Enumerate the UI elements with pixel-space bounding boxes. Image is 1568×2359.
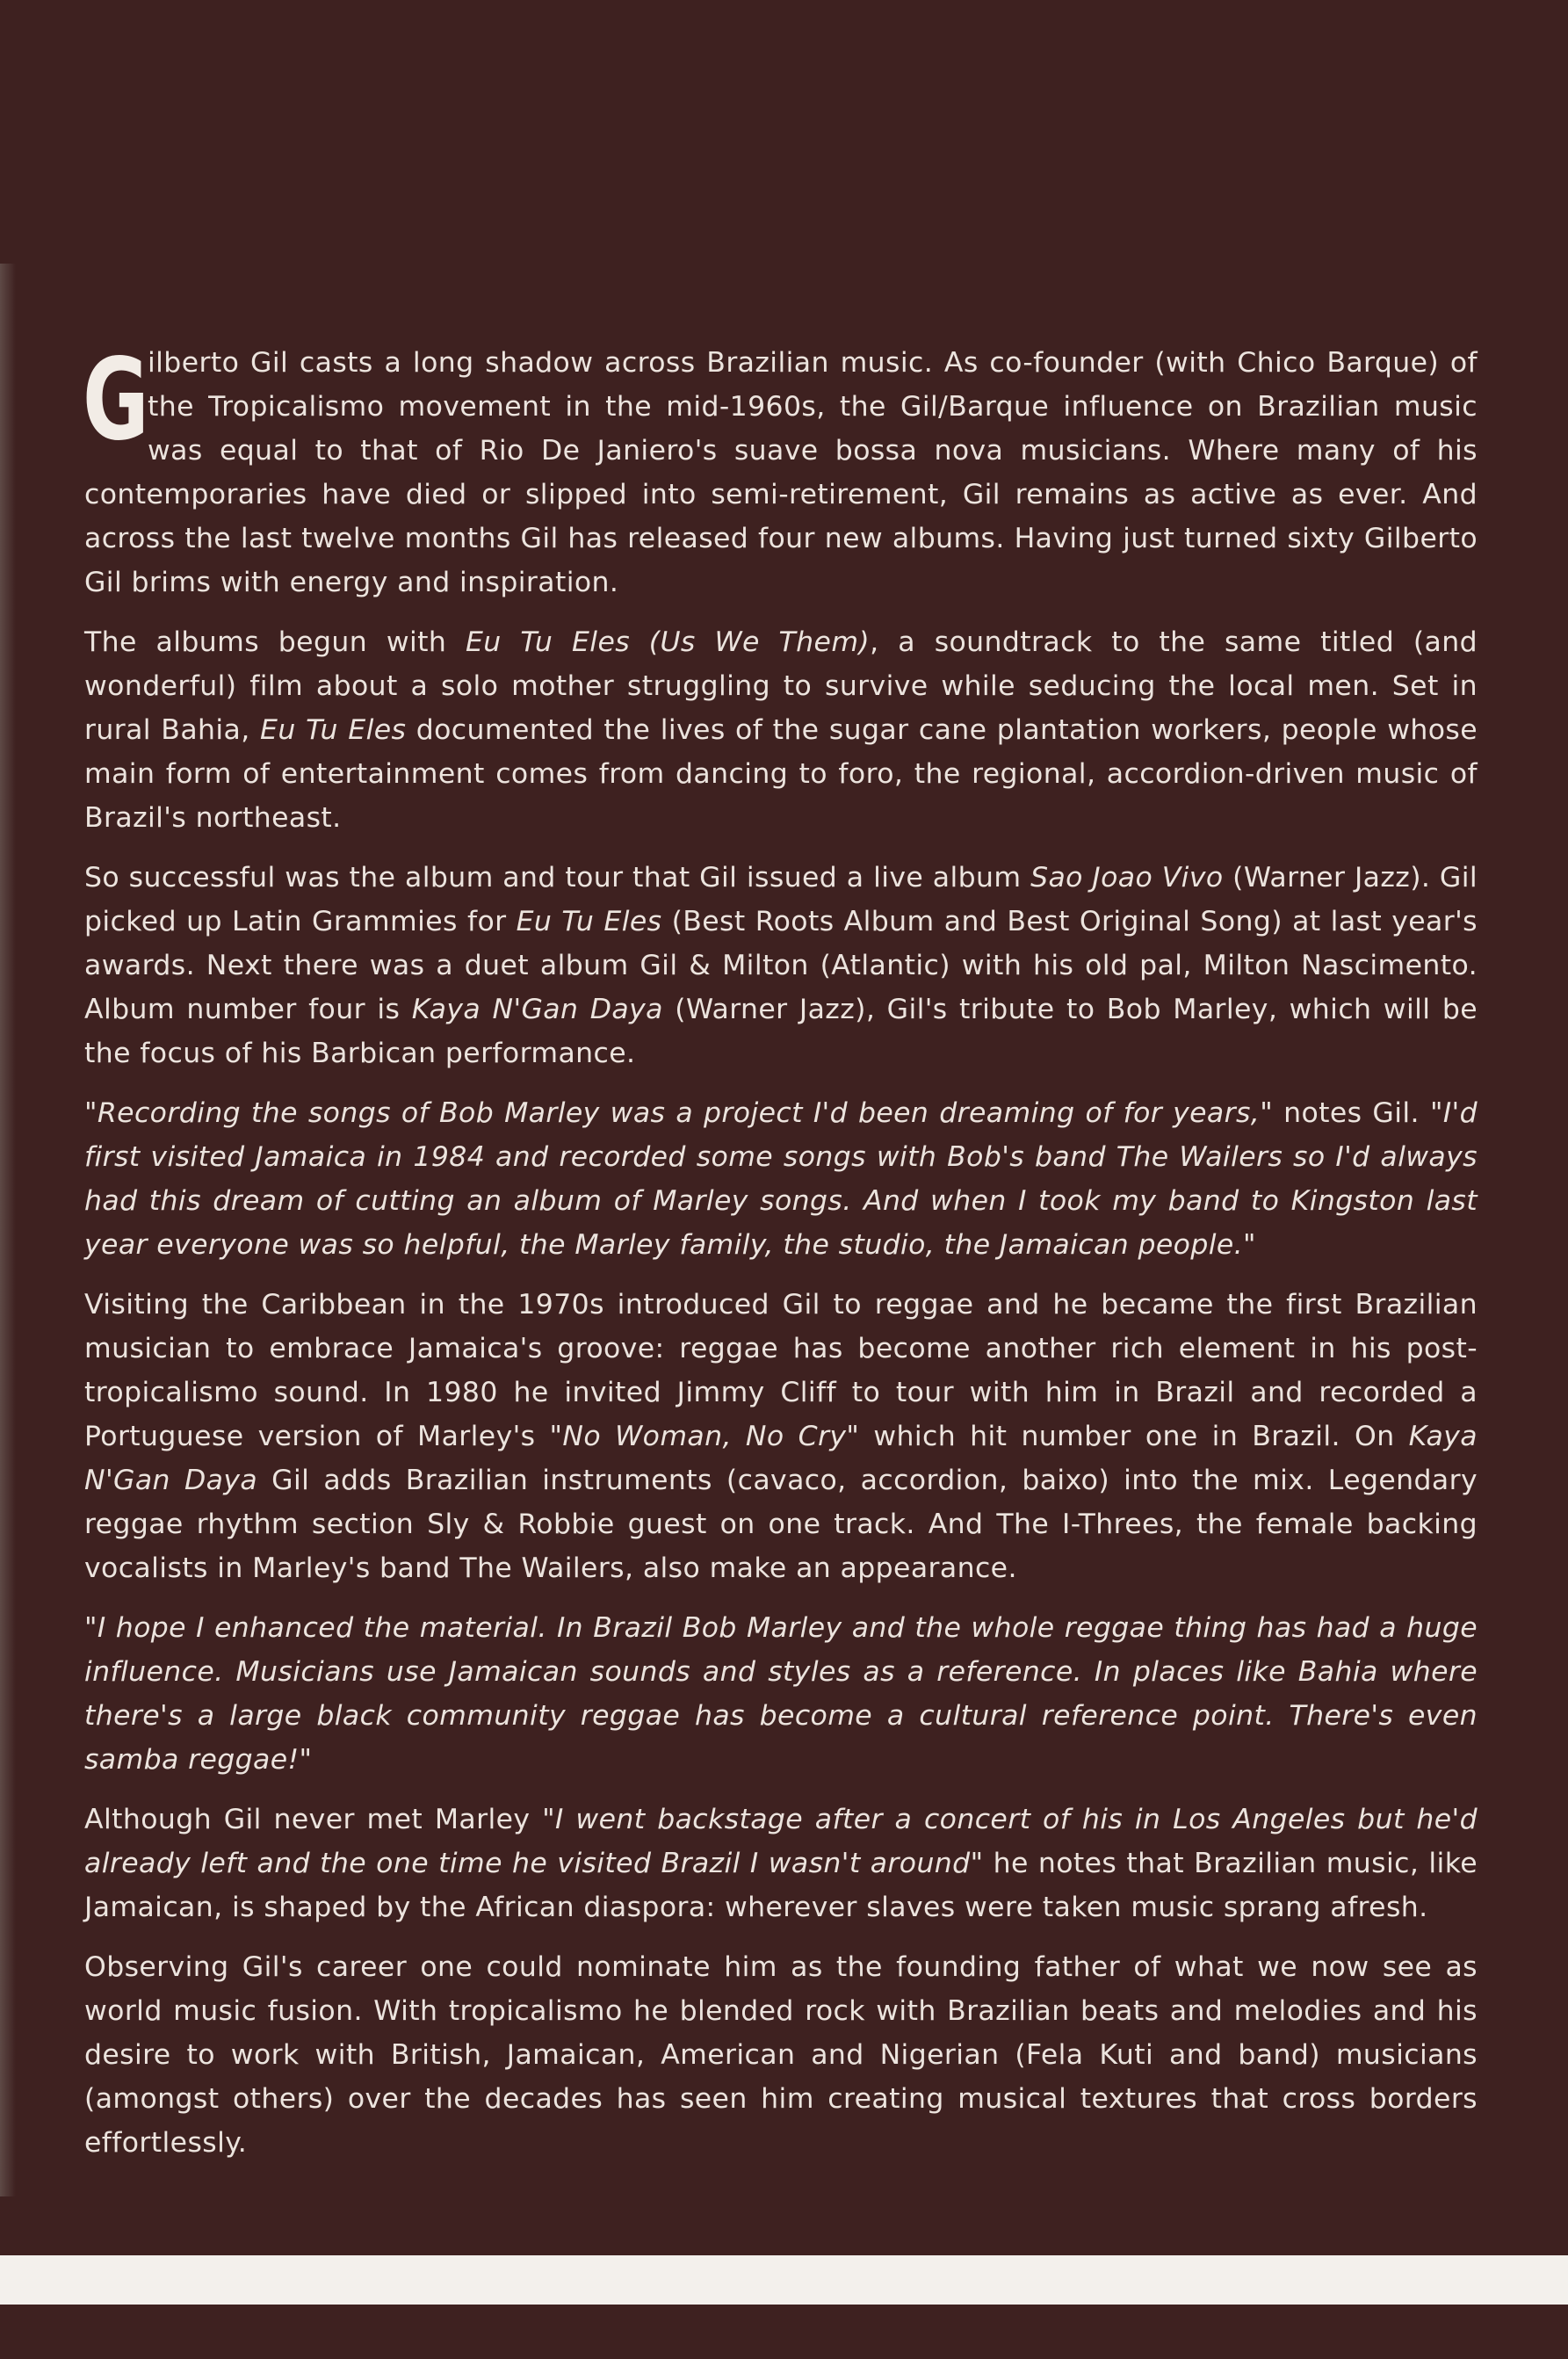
paragraph-intro [83, 335, 1478, 604]
text-segment: Gil adds Brazilian instruments (cavaco, accordion, baixo) into the mix. Legendary reggae rhythm section Sly & Robbie guest on one track. And The I-Threes, the female backing vocalists in Marley's band The Wailers, also make an appearance. [84, 1465, 1478, 1584]
album-title: Eu Tu Eles [516, 906, 662, 937]
binding-shadow [0, 264, 16, 2196]
album-title: Kaya N'Gan Daya [411, 994, 663, 1025]
text-segment: Although Gil never met Marley [84, 1804, 543, 1835]
article-body [83, 335, 1478, 2181]
text-segment: which hit number one in Brazil. On [859, 1421, 1409, 1452]
paragraph-quote-influence: "I hope I enhanced the material. In Brazil Bob Marley and the whole reggae thing has had a huge influence. Musicians use Jamaican sounds and styles as a reference. In places like Bahia where there's a large black community reggae has become a cultural reference point. There's even samba reggae!" [84, 1612, 1478, 1776]
album-title: Eu Tu Eles (Us We Them) [466, 626, 871, 658]
text-segment: (Best Roots Album and Best Original Song) at last year's awards. Next there was a duet album Gil & Milton (Atlantic) with his old pal, Milton Nascimento. Album number four is [84, 906, 1478, 1025]
paragraph-quote-marley [84, 1091, 1478, 1267]
text-segment: The albums begun with [84, 626, 466, 658]
quote: "I'd first visited Jamaica in 1984 and recorded some songs with Bob's band The Wailers so I'd always had this dream of cutting an album of Marley songs. And when I took my band to Kingston last year everyone was so helpful, the Marley family, the studio, the Jamaican people." [84, 1097, 1478, 1261]
album-title: Sao Joao Vivo [1030, 862, 1224, 894]
album-title: Kaya N'Gan Daya [84, 1421, 1478, 1496]
paragraph-success [84, 856, 1478, 1075]
song-title: "No Woman, No Cry" [549, 1421, 860, 1452]
quote: "I went backstage after a concert of his in Los Angeles but he'd already left and the one time he visited Brazil I wasn't around" [84, 1804, 1478, 1879]
paragraph-albums [84, 620, 1478, 840]
text-segment: , a soundtrack to the same titled (and wonderful) film about a solo mother struggling to survive while seducing the local men. Set in rural Bahia, [84, 626, 1478, 746]
text-segment: notes Gil. [1273, 1097, 1430, 1129]
text-segment: he notes that Brazilian music, like Jamaican, is shaped by the African diaspora: wherever slaves were taken music sprang afresh. [84, 1848, 1478, 1923]
drop-cap: G [83, 335, 149, 466]
paragraph-caribbean [84, 1283, 1478, 1590]
bottom-band [0, 2255, 1568, 2305]
text-segment: Visiting the Caribbean in the 1970s introduced Gil to reggae and he became the first Brazilian musician to embrace Jamaica's groove: reggae has become another rich element in his post-tropicalismo sound. In 1980 he invited Jimmy Cliff to tour with him in Brazil and recorded a Portuguese version of Marley's [84, 1289, 1478, 1452]
text-segment: So successful was the album and tour that Gil issued a live album [84, 862, 1031, 894]
album-title: Eu Tu Eles [260, 714, 407, 746]
paragraph-career: Observing Gil's career one could nominate him as the founding father of what we now see as world music fusion. With tropicalismo he blended rock with Brazilian beats and melodies and his desire to work with British, Jamaican, American and Nigerian (Fela Kuti and band) musicians (amongst others) over the decades has seen him creating musical textures that cross borders effortlessly. [84, 1951, 1478, 2159]
intro-text: ilberto Gil casts a long shadow across Brazilian music. As co-founder (with Chico Barque) of the Tropicalismo movement in the mid-1960s, the Gil/Barque influence on Brazilian music was equal to that of Rio De Janiero's suave bossa nova musicians. Where many of his contemporaries have died or slipped into semi-retirement, Gil remains as active as ever. And across the last twelve months Gil has released four new albums. Having just turned sixty Gilberto Gil brims with energy and inspiration. [84, 347, 1478, 598]
quote: "Recording the songs of Bob Marley was a project I'd been dreaming of for years," [84, 1097, 1274, 1129]
text-segment: (Warner Jazz). Gil picked up Latin Grammies for [84, 862, 1478, 937]
text-segment: (Warner Jazz), Gil's tribute to Bob Marley, which will be the focus of his Barbican performance. [84, 994, 1478, 1069]
text-segment: documented the lives of the sugar cane plantation workers, people whose main form of entertainment comes from dancing to foro, the regional, accordion-driven music of Brazil's northeast. [84, 714, 1478, 834]
paragraph-never-met [84, 1798, 1478, 1929]
